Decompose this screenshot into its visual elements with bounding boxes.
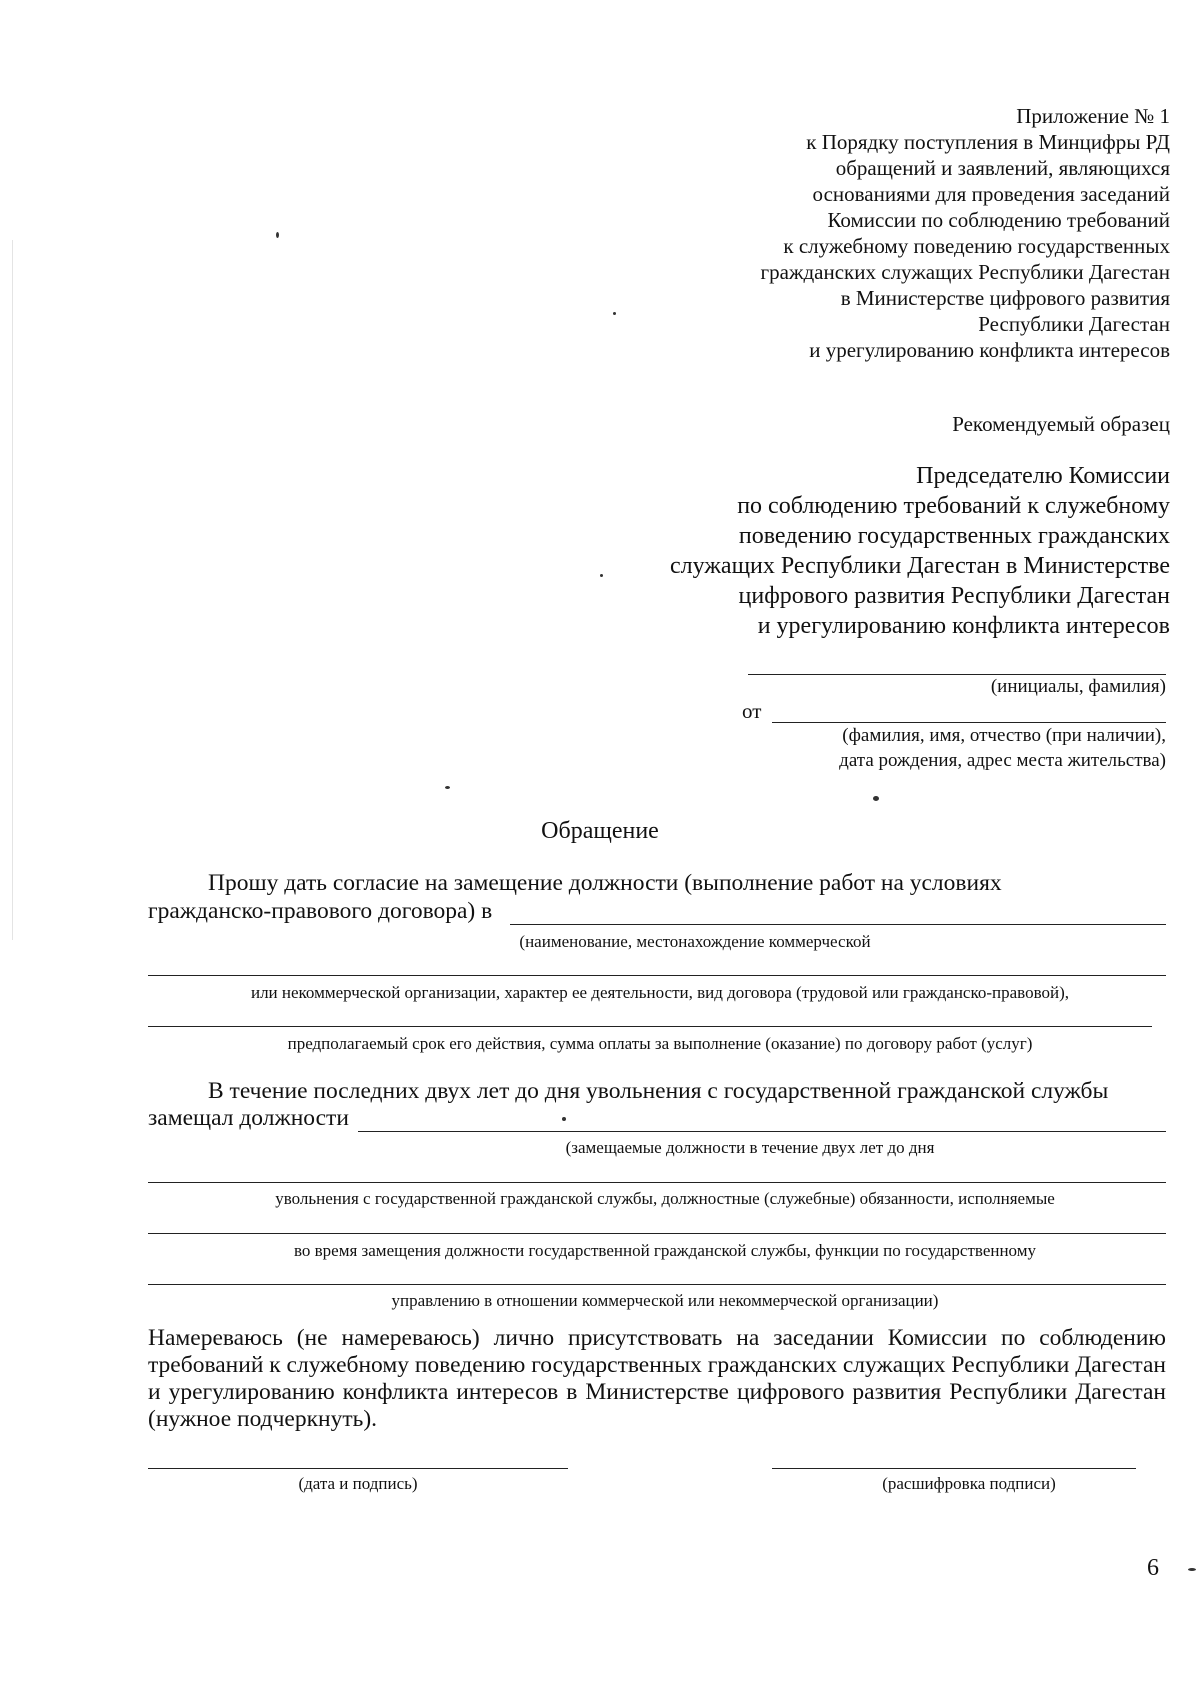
positions-line-2[interactable] xyxy=(148,1182,1166,1183)
caption-functions: во время замещения должности государственной гражданской службы, функции по государственному xyxy=(293,1241,1036,1260)
scan-speck xyxy=(1188,1568,1196,1571)
scan-speck xyxy=(276,232,279,238)
scan-speck xyxy=(600,574,603,577)
request-text: Прошу дать согласие на замещение должности (выполнение работ на условиях xyxy=(208,870,1002,896)
attendance-paragraph: Намереваюсь (не намереваюсь) лично присутствовать на заседании Комиссии по соблюдению требований к служебному поведению государственных гражданских служащих Республики Дагестан и урегулированию конфликта интересов в Министерстве цифрового развития Республики Дагестан (нужное подчеркнуть). xyxy=(148,1325,1166,1432)
signature-name-line[interactable] xyxy=(772,1468,1136,1469)
addressee-line: и урегулированию конфликта интересов xyxy=(757,613,1170,639)
signature-name-caption: (расшифровка подписи) xyxy=(882,1474,1056,1493)
positions-text: В течение последних двух лет до дня увольнения с государственной гражданской службы xyxy=(208,1078,1109,1104)
positions-line-4[interactable] xyxy=(148,1284,1166,1285)
date-signature-line[interactable] xyxy=(148,1468,568,1469)
page-number: 6 xyxy=(1147,1555,1159,1581)
from-label: от xyxy=(742,699,762,723)
addressee-line: служащих Республики Дагестан в Министерстве xyxy=(670,553,1170,579)
scan-speck xyxy=(445,786,450,789)
annex-line: гражданских служащих Республики Дагестан xyxy=(760,260,1170,284)
positions-text-cont: замещал должности xyxy=(148,1105,349,1131)
addressee-line: по соблюдению требований к служебному xyxy=(737,493,1170,519)
date-signature-caption: (дата и подпись) xyxy=(298,1474,418,1493)
caption-contract-term: предполагаемый срок его действия, сумма оплаты за выполнение (оказание) по договору работ (услуг) xyxy=(287,1034,1033,1053)
annex-line: к служебному поведению государственных xyxy=(783,234,1170,258)
request-paragraph xyxy=(148,870,1166,897)
caption-duties: увольнения с государственной гражданской службы, должностные (служебные) обязанности, исполняемые xyxy=(275,1189,1055,1208)
annex-line: и урегулированию конфликта интересов xyxy=(809,338,1170,362)
positions-line-3[interactable] xyxy=(148,1233,1166,1234)
scan-speck xyxy=(613,312,616,315)
annex-line: в Министерстве цифрового развития xyxy=(840,286,1170,310)
annex-block xyxy=(650,103,1170,363)
caption-organization-type: или некоммерческой организации, характер ее деятельности, вид договора (трудовой или гражданско-правовой), xyxy=(250,983,1070,1002)
sample-label: Рекомендуемый образец xyxy=(952,412,1170,436)
positions-paragraph xyxy=(148,1078,1166,1105)
organization-line-3[interactable] xyxy=(148,1026,1152,1027)
caption-positions: (замещаемые должности в течение двух лет до дня xyxy=(565,1138,935,1157)
organization-line-1[interactable] xyxy=(510,924,1166,925)
scan-speck xyxy=(562,1117,566,1121)
caption-management: управлению в отношении коммерческой или некоммерческой организации) xyxy=(391,1291,939,1310)
chair-caption: (инициалы, фамилия) xyxy=(990,676,1166,697)
annex-line: Приложение № 1 xyxy=(1016,104,1170,128)
addressee-line: цифрового развития Республики Дагестан xyxy=(738,583,1170,609)
addressee-line: поведению государственных гражданских xyxy=(738,523,1170,549)
annex-line: Комиссии по соблюдению требований xyxy=(827,208,1170,232)
annex-line: обращений и заявлений, являющихся xyxy=(835,156,1170,180)
applicant-caption-2: дата рождения, адрес места жительства) xyxy=(839,750,1166,771)
organization-line-2[interactable] xyxy=(148,975,1166,976)
document-title: Обращение xyxy=(541,818,659,844)
applicant-caption-1: (фамилия, имя, отчество (при наличии), xyxy=(842,725,1166,746)
annex-line: к Порядку поступления в Минцифры РД xyxy=(806,130,1170,154)
caption-organization: (наименование, местонахождение коммерческой xyxy=(519,932,871,951)
request-text-cont: гражданско-правового договора) в xyxy=(148,898,493,924)
applicant-line[interactable] xyxy=(772,722,1166,723)
chair-name-line[interactable] xyxy=(748,674,1166,675)
addressee-line: Председателю Комиссии xyxy=(916,463,1170,489)
positions-line-1[interactable] xyxy=(358,1131,1166,1132)
addressee-block xyxy=(610,461,1170,641)
annex-line: Республики Дагестан xyxy=(978,312,1170,336)
annex-line: основаниями для проведения заседаний xyxy=(812,182,1170,206)
scan-speck xyxy=(873,796,879,801)
